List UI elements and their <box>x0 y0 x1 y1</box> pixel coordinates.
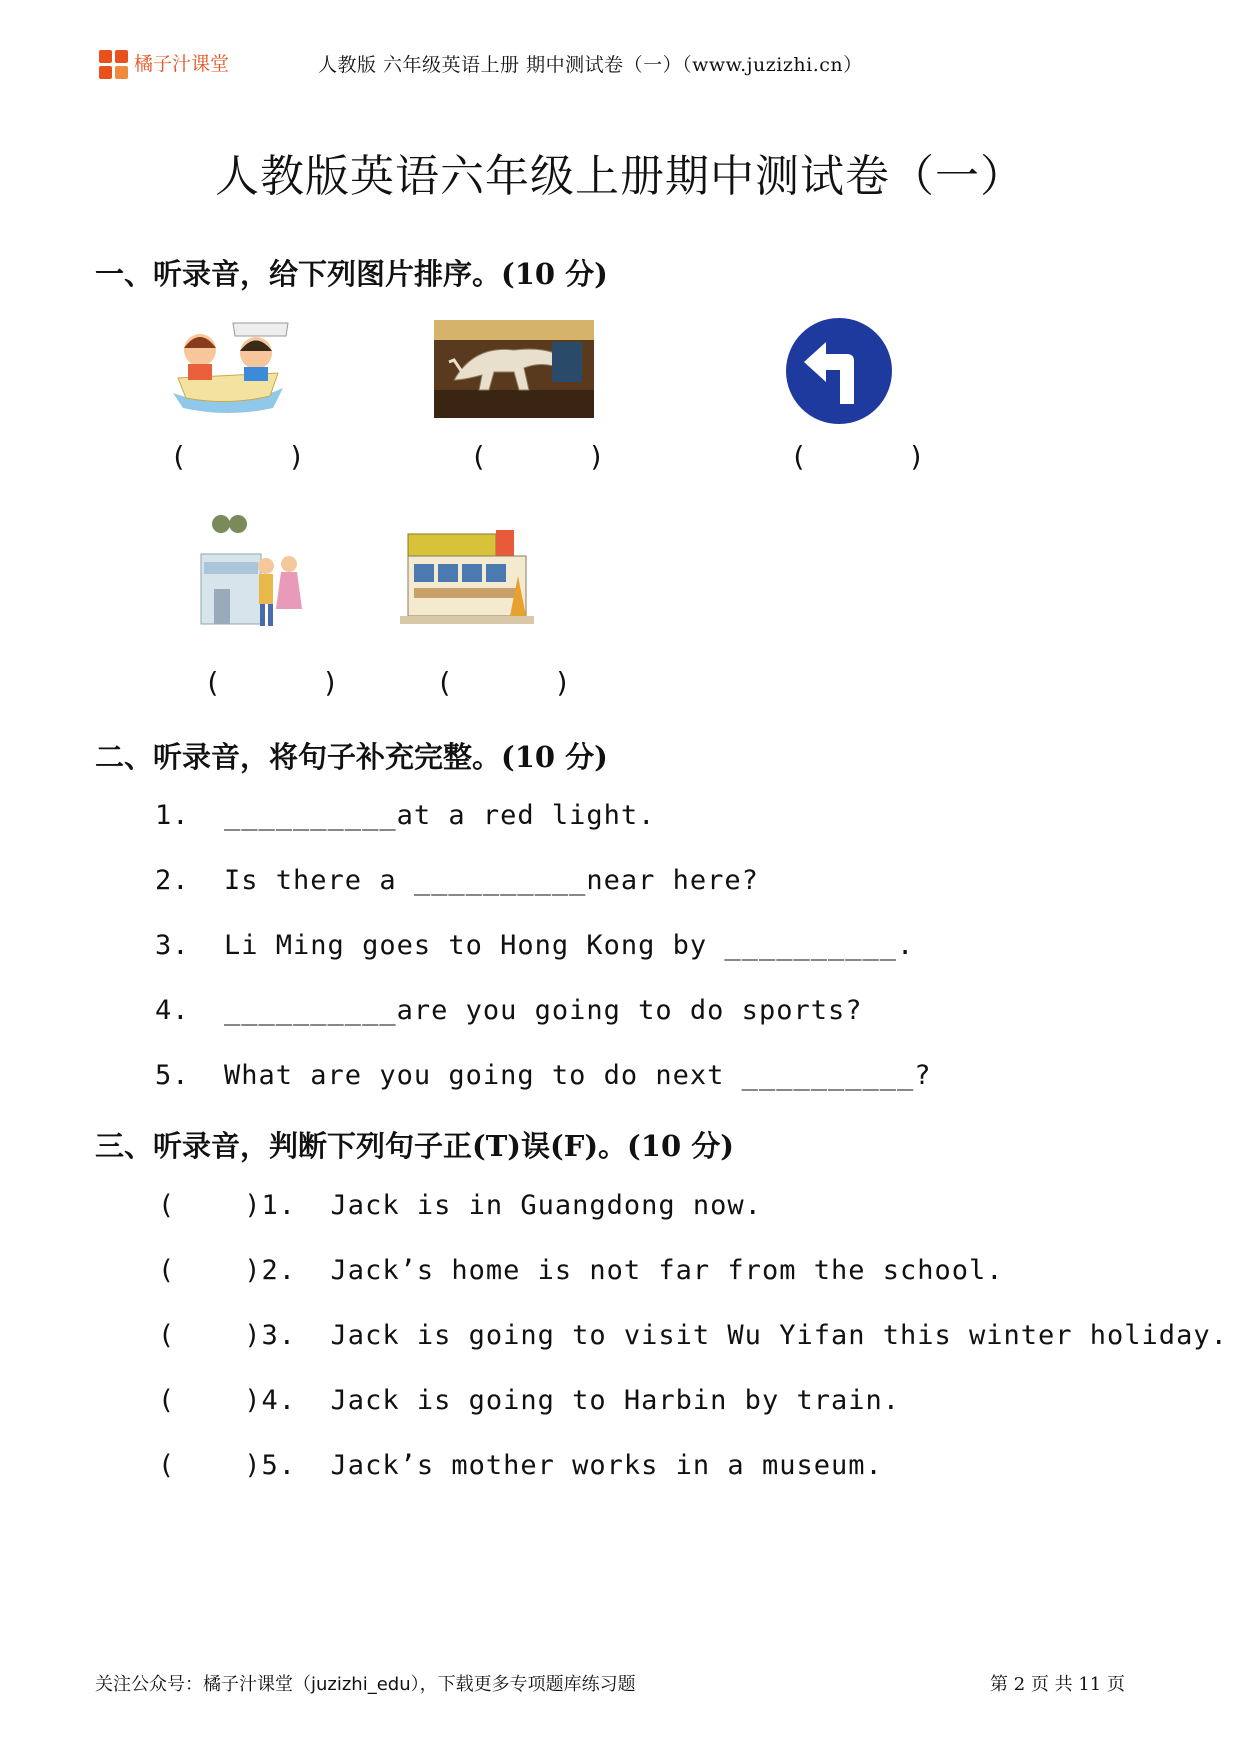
page-title: 人教版英语六年级上册期中测试卷（一） <box>215 151 1025 202</box>
bookstore-icon <box>400 526 534 630</box>
order-blank[interactable]: ( ) <box>790 440 925 473</box>
dinosaur-museum-icon <box>434 320 594 418</box>
cinema-icon <box>196 514 316 632</box>
true-false-item[interactable]: ( )3. Jack is going to visit Wu Yifan this winter holiday. <box>158 1320 1228 1351</box>
brand-logo-icon <box>99 50 129 80</box>
section3-heading: 三、听录音，判断下列句子正(T)误(F)。(10 分) <box>95 1129 734 1163</box>
header-title: 人教版 六年级英语上册 期中测试卷（一）（www.juzizhi.cn） <box>318 54 863 76</box>
section2-heading: 二、听录音，将句子补充完整。(10 分) <box>95 740 608 774</box>
brand-name: 橘子汁课堂 <box>134 53 230 75</box>
order-blank[interactable]: ( ) <box>470 440 605 473</box>
true-false-item[interactable]: ( )5. Jack’s mother works in a museum. <box>158 1450 883 1481</box>
true-false-item[interactable]: ( )1. Jack is in Guangdong now. <box>158 1190 762 1221</box>
fill-in-sentence[interactable]: 2. Is there a __________near here? <box>155 865 759 896</box>
fill-in-sentence[interactable]: 3. Li Ming goes to Hong Kong by __________. <box>155 930 915 961</box>
fill-in-sentence[interactable]: 4. __________are you going to do sports? <box>155 995 863 1026</box>
page-number: 第 2 页 共 11 页 <box>990 1674 1125 1695</box>
order-blank[interactable]: ( ) <box>436 666 571 699</box>
fill-in-sentence[interactable]: 1. __________at a red light. <box>155 800 656 831</box>
fill-in-sentence[interactable]: 5. What are you going to do next __________? <box>155 1060 932 1091</box>
turn-left-sign-icon <box>784 316 894 426</box>
order-blank[interactable]: ( ) <box>204 666 339 699</box>
section1-heading: 一、听录音，给下列图片排序。(10 分) <box>95 257 608 291</box>
true-false-item[interactable]: ( )2. Jack’s home is not far from the school. <box>158 1255 1004 1286</box>
kids-on-ship-icon <box>158 318 298 418</box>
footer-note: 关注公众号：橘子汁课堂（juzizhi_edu），下载更多专项题库练习题 <box>95 1674 636 1695</box>
true-false-item[interactable]: ( )4. Jack is going to Harbin by train. <box>158 1385 900 1416</box>
order-blank[interactable]: ( ) <box>170 440 305 473</box>
